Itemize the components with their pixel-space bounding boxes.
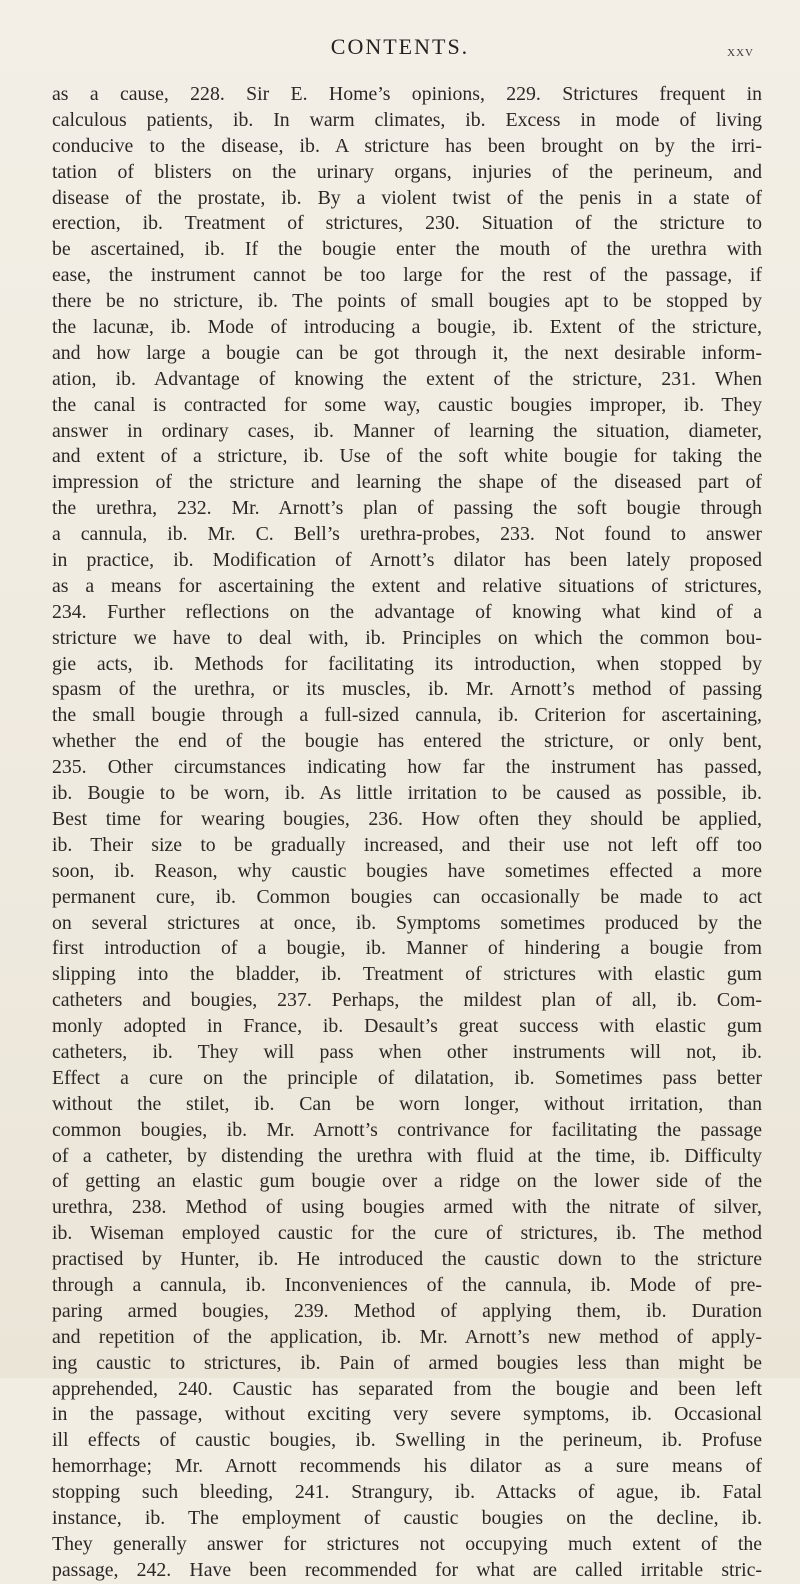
text-line: ib. Bougie to be worn, ib. As little irritation to be caused as possible, ib. (52, 782, 762, 805)
text-line: there be no stricture, ib. The points of small bougies apt to be stopped by (52, 290, 762, 313)
text-line: tation of blisters on the urinary organs, injuries of the perineum, and (52, 160, 762, 183)
text-line: disease of the prostate, ib. By a violent twist of the penis in a state of (52, 186, 762, 209)
text-line: in practice, ib. Modification of Arnott’s dilator has been lately proposed (52, 549, 762, 572)
text-line: impression of the stricture and learning the shape of the diseased part of (52, 471, 762, 494)
contents-paragraph (52, 82, 762, 1584)
text-line: and how large a bougie can be got through it, the next desirable inform- (52, 341, 762, 364)
text-line: answer in ordinary cases, ib. Manner of learning the situation, diameter, (52, 419, 762, 442)
text-line: of getting an elastic gum bougie over a ridge on the lower side of the (52, 1170, 762, 1193)
page-title: CONTENTS. (330, 34, 470, 59)
text-line: be ascertained, ib. If the bougie enter the mouth of the urethra with (52, 238, 762, 261)
text-line: apprehended, 240. Caustic has separated from the bougie and been left (52, 1377, 762, 1400)
text-line: the urethra, 232. Mr. Arnott’s plan of passing the soft bougie through (52, 497, 762, 520)
text-line: instance, ib. The employment of caustic bougies on the decline, ib. (52, 1506, 762, 1529)
text-line: stopping such bleeding, 241. Strangury, ib. Attacks of ague, ib. Fatal (52, 1481, 762, 1504)
text-line: paring armed bougies, 239. Method of applying them, ib. Duration (52, 1299, 762, 1322)
text-line: permanent cure, ib. Common bougies can occasionally be made to act (52, 885, 762, 908)
text-line: first introduction of a bougie, ib. Manner of hindering a bougie from (52, 937, 762, 960)
text-line: gie acts, ib. Methods for facilitating its introduction, when stopped by (52, 652, 762, 675)
text-line: ib. Their size to be gradually increased, and their use not left off too (52, 833, 762, 856)
text-line: through a cannula, ib. Inconveniences of the cannula, ib. Mode of pre- (52, 1273, 762, 1296)
text-line: catheters and bougies, 237. Perhaps, the mildest plan of all, ib. Com- (52, 989, 762, 1012)
text-line: and repetition of the application, ib. Mr. Arnott’s new method of apply- (52, 1325, 762, 1348)
text-line: calculous patients, ib. In warm climates, ib. Excess in mode of living (52, 108, 762, 131)
text-line: slipping into the bladder, ib. Treatment of strictures with elastic gum (52, 963, 762, 986)
text-line: conducive to the disease, ib. A stricture has been brought on by the irri- (52, 134, 762, 157)
text-line: as a cause, 228. Sir E. Home’s opinions, 229. Strictures frequent in (52, 83, 762, 105)
text-line: urethra, 238. Method of using bougies armed with the nitrate of silver, (52, 1196, 762, 1219)
text-line: and extent of a stricture, ib. Use of the soft white bougie for taking the (52, 445, 762, 468)
text-line: the lacunæ, ib. Mode of introducing a bougie, ib. Extent of the stricture, (52, 316, 762, 339)
text-line: stricture we have to deal with, ib. Principles on which the common bou- (52, 626, 762, 649)
text-line: spasm of the urethra, or its muscles, ib. Mr. Arnott’s method of passing (52, 678, 762, 701)
text-line: ease, the instrument cannot be too large for the rest of the passage, if (52, 264, 762, 287)
text-line: as a means for ascertaining the extent and relative situations of strictures, (52, 574, 762, 597)
text-line: erection, ib. Treatment of strictures, 230. Situation of the stricture to (52, 212, 762, 235)
text-line: practised by Hunter, ib. He introduced the caustic down to the stricture (52, 1248, 762, 1271)
text-line: the canal is contracted for some way, caustic bougies improper, ib. They (52, 393, 762, 416)
text-line: the small bougie through a full-sized cannula, ib. Criterion for ascertaining, (52, 704, 762, 727)
text-line: without the stilet, ib. Can be worn longer, without irritation, than (52, 1092, 762, 1115)
text-line: monly adopted in France, ib. Desault’s great success with elastic gum (52, 1015, 762, 1038)
running-head (0, 30, 800, 70)
text-line: 234. Further reflections on the advantage of knowing what kind of a (52, 600, 762, 623)
text-line: catheters, ib. They will pass when other instruments will not, ib. (52, 1040, 762, 1063)
text-line: Best time for wearing bougies, 236. How often they should be applied, (52, 807, 762, 830)
text-line: on several strictures at once, ib. Symptoms sometimes produced by the (52, 911, 762, 934)
text-line: Effect a cure on the principle of dilatation, ib. Sometimes pass better (52, 1066, 762, 1089)
text-line: hemorrhage; Mr. Arnott recommends his dilator as a sure means of (52, 1455, 762, 1478)
text-line: ing caustic to strictures, ib. Pain of armed bougies less than might be (52, 1351, 762, 1374)
text-line: They generally answer for strictures not occupying much extent of the (52, 1532, 762, 1555)
text-line: whether the end of the bougie has entered the stricture, or only bent, (52, 730, 762, 753)
text-line: passage, 242. Have been recommended for what are called irritable stric- (52, 1558, 762, 1581)
text-line: ation, ib. Advantage of knowing the extent of the stricture, 231. When (52, 367, 762, 390)
page-number: xxv (727, 44, 754, 60)
text-line: ill effects of caustic bougies, ib. Swelling in the perineum, ib. Profuse (52, 1429, 762, 1452)
text-line: of a catheter, by distending the urethra with fluid at the time, ib. Difficulty (52, 1144, 762, 1167)
text-line: in the passage, without exciting very severe symptoms, ib. Occasional (52, 1403, 762, 1426)
text-line: ib. Wiseman employed caustic for the cure of strictures, ib. The method (52, 1222, 762, 1245)
text-line: a cannula, ib. Mr. C. Bell’s urethra-probes, 233. Not found to answer (52, 523, 762, 546)
text-line: 235. Other circumstances indicating how far the instrument has passed, (52, 756, 762, 779)
text-line: common bougies, ib. Mr. Arnott’s contrivance for facilitating the passage (52, 1118, 762, 1141)
text-line: soon, ib. Reason, why caustic bougies have sometimes effected a more (52, 859, 762, 882)
